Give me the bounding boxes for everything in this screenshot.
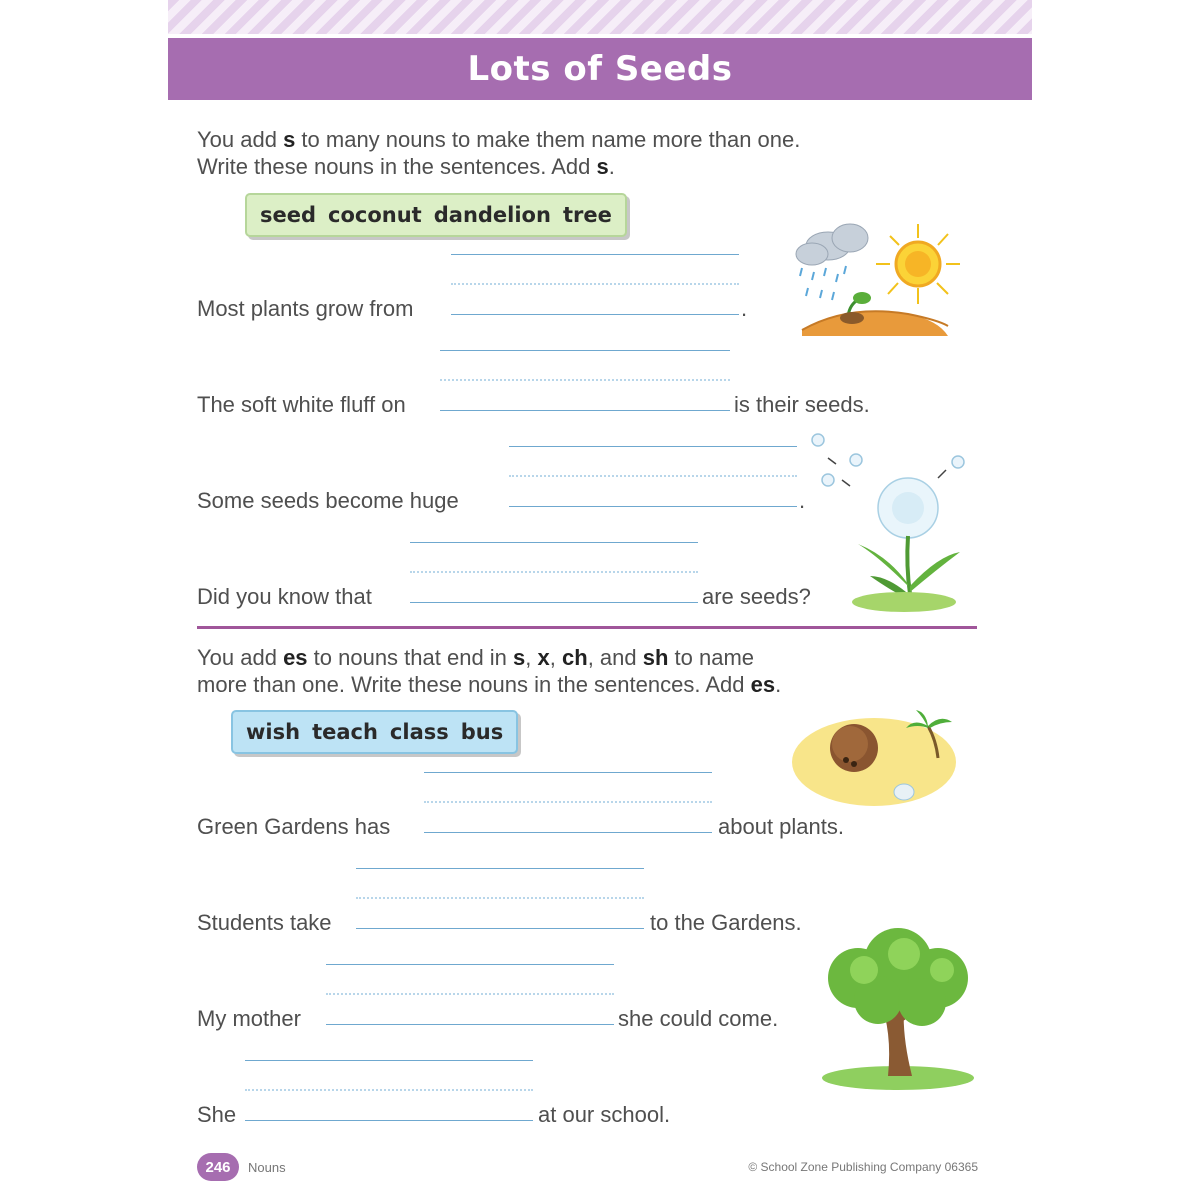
section2-instructions	[197, 644, 781, 698]
word-bank-word: class	[389, 720, 449, 744]
tree-illustration	[818, 926, 976, 1092]
answer-line[interactable]	[424, 772, 712, 836]
coconut-beach-illustration	[790, 700, 958, 810]
sentence-before: She	[197, 1102, 237, 1127]
word-bank-word: wish	[246, 720, 301, 744]
instruction-line: Write these nouns in the sentences. Add s.	[197, 154, 615, 179]
answer-line[interactable]	[451, 254, 739, 318]
rain-sun-seedling-illustration	[788, 218, 966, 346]
footer-copyright: © School Zone Publishing Company 06365	[748, 1160, 978, 1174]
instruction-line: You add es to nouns that end in s, x, ch, and sh to name	[197, 645, 755, 670]
sentence-before: Green Gardens has	[197, 814, 391, 839]
word-bank-word: teach	[312, 720, 378, 744]
answer-line[interactable]	[356, 868, 644, 932]
word-bank-word: dandelion	[433, 203, 551, 227]
sentence-after: to the Gardens.	[650, 910, 802, 935]
sentence-before: The soft white fluff on	[197, 392, 406, 417]
sentence-after: is their seeds.	[734, 392, 870, 417]
answer-line[interactable]	[410, 542, 698, 606]
footer-topic: Nouns	[248, 1160, 286, 1175]
word-bank-word: seed	[260, 203, 317, 227]
sentence-before: Most plants grow from	[197, 296, 414, 321]
answer-line[interactable]	[509, 446, 797, 510]
sentence-after: .	[799, 488, 806, 513]
answer-line[interactable]	[245, 1060, 533, 1124]
sentence-after: are seeds?	[702, 584, 811, 609]
sentence-before: Some seeds become huge	[197, 488, 459, 513]
section-divider	[197, 626, 977, 629]
word-bank-word: coconut	[328, 203, 422, 227]
answer-line[interactable]	[326, 964, 614, 1028]
header-stripes	[168, 0, 1032, 34]
instruction-line: more than one. Write these nouns in the sentences. Add es.	[197, 672, 782, 697]
sentence-after: she could come.	[618, 1006, 779, 1031]
word-bank-word: tree	[562, 203, 612, 227]
word-bank-1	[245, 193, 627, 237]
answer-line[interactable]	[440, 350, 730, 414]
page-title: Lots of Seeds	[467, 49, 733, 89]
title-bar	[168, 34, 1032, 100]
page-number-badge: 246	[197, 1153, 239, 1181]
sentence-after: .	[741, 296, 748, 321]
section1-instructions	[197, 126, 800, 180]
sentence-before: My mother	[197, 1006, 301, 1031]
sentence-after: at our school.	[538, 1102, 671, 1127]
word-bank-word: bus	[460, 720, 504, 744]
sentence-after: about plants.	[718, 814, 844, 839]
sentence-before: Did you know that	[197, 584, 372, 609]
dandelion-illustration	[808, 426, 976, 616]
worksheet-page	[168, 0, 1032, 1200]
sentence-before: Students take	[197, 910, 332, 935]
word-bank-2	[231, 710, 518, 754]
instruction-line: You add s to many nouns to make them name more than one.	[197, 127, 801, 152]
